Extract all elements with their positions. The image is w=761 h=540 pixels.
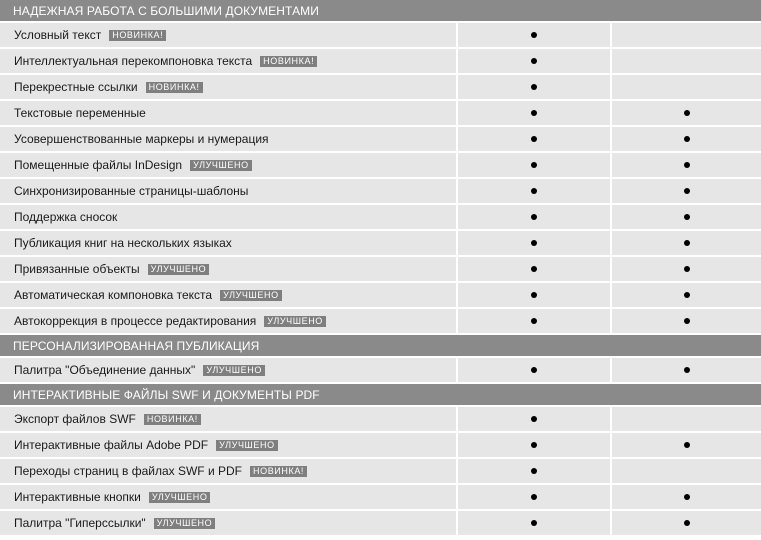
section-header: НАДЕЖНАЯ РАБОТА С БОЛЬШИМИ ДОКУМЕНТАМИ xyxy=(0,0,761,23)
table-row xyxy=(0,511,761,537)
indesign-cs4-cell xyxy=(458,407,610,431)
indesign-cs3-cell xyxy=(612,179,761,203)
status-badge: УЛУЧШЕНО xyxy=(190,160,252,171)
indesign-cs3-cell xyxy=(612,127,761,151)
bullet-check-icon xyxy=(684,367,690,373)
indesign-cs3-cell xyxy=(612,153,761,177)
table-row xyxy=(0,179,761,205)
feature-label: Поддержка сносок xyxy=(14,210,118,224)
bullet-check-icon xyxy=(531,84,537,90)
bullet-check-icon xyxy=(684,292,690,298)
bullet-check-icon xyxy=(684,214,690,220)
feature-label: Интерактивные файлы Adobe PDF xyxy=(14,438,209,452)
feature-cell xyxy=(0,101,456,125)
table-row xyxy=(0,358,761,384)
bullet-check-icon xyxy=(531,416,537,422)
bullet-check-icon xyxy=(684,188,690,194)
feature-label: Интеллектуальная перекомпоновка текста xyxy=(14,54,253,68)
feature-cell xyxy=(0,511,456,535)
bullet-check-icon xyxy=(531,214,537,220)
table-row xyxy=(0,127,761,153)
status-badge: УЛУЧШЕНО xyxy=(220,290,282,301)
indesign-cs4-cell xyxy=(458,433,610,457)
bullet-check-icon xyxy=(531,162,537,168)
status-badge: НОВИНКА! xyxy=(146,82,203,93)
feature-cell xyxy=(0,358,456,382)
feature-label: Палитра "Объединение данных" xyxy=(14,363,196,377)
status-badge: УЛУЧШЕНО xyxy=(154,518,216,529)
status-badge: НОВИНКА! xyxy=(260,56,317,67)
table-row xyxy=(0,485,761,511)
feature-cell xyxy=(0,49,456,73)
indesign-cs3-cell xyxy=(612,309,761,333)
bullet-check-icon xyxy=(684,162,690,168)
feature-label: Автокоррекция в процессе редактирования xyxy=(14,314,257,328)
indesign-cs3-cell xyxy=(612,101,761,125)
status-badge: УЛУЧШЕНО xyxy=(148,264,210,275)
indesign-cs4-cell xyxy=(458,231,610,255)
indesign-cs3-cell xyxy=(612,23,761,47)
table-row xyxy=(0,459,761,485)
feature-label: Привязанные объекты xyxy=(14,262,140,276)
table-row xyxy=(0,257,761,283)
indesign-cs4-cell xyxy=(458,23,610,47)
feature-cell xyxy=(0,257,456,281)
status-badge: НОВИНКА! xyxy=(250,466,307,477)
feature-cell xyxy=(0,485,456,509)
feature-label: Автоматическая компоновка текста xyxy=(14,288,213,302)
feature-cell xyxy=(0,283,456,307)
indesign-cs3-cell xyxy=(612,358,761,382)
bullet-check-icon xyxy=(531,266,537,272)
status-badge: НОВИНКА! xyxy=(144,414,201,425)
bullet-check-icon xyxy=(684,240,690,246)
indesign-cs4-cell xyxy=(458,101,610,125)
indesign-cs4-cell xyxy=(458,309,610,333)
section-header: ИНТЕРАКТИВНЫЕ ФАЙЛЫ SWF И ДОКУМЕНТЫ PDF xyxy=(0,384,761,407)
table-row xyxy=(0,205,761,231)
feature-label: Усовершенствованные маркеры и нумерация xyxy=(14,132,269,146)
feature-cell xyxy=(0,459,456,483)
table-row xyxy=(0,49,761,75)
bullet-check-icon xyxy=(684,318,690,324)
feature-cell xyxy=(0,309,456,333)
indesign-cs3-cell xyxy=(612,511,761,535)
indesign-cs4-cell xyxy=(458,459,610,483)
feature-label: Интерактивные кнопки xyxy=(14,490,141,504)
feature-cell xyxy=(0,75,456,99)
feature-cell xyxy=(0,205,456,229)
indesign-cs3-cell xyxy=(612,283,761,307)
feature-label: Перекрестные ссылки xyxy=(14,80,138,94)
feature-cell xyxy=(0,433,456,457)
indesign-cs4-cell xyxy=(458,257,610,281)
status-badge: УЛУЧШЕНО xyxy=(264,316,326,327)
status-badge: НОВИНКА! xyxy=(109,30,166,41)
bullet-check-icon xyxy=(684,520,690,526)
feature-cell xyxy=(0,231,456,255)
feature-label: Текстовые переменные xyxy=(14,106,146,120)
bullet-check-icon xyxy=(684,494,690,500)
indesign-cs4-cell xyxy=(458,511,610,535)
indesign-cs3-cell xyxy=(612,49,761,73)
indesign-cs3-cell xyxy=(612,407,761,431)
feature-cell xyxy=(0,407,456,431)
indesign-cs3-cell xyxy=(612,231,761,255)
indesign-cs3-cell xyxy=(612,75,761,99)
feature-label: Переходы страниц в файлах SWF и PDF xyxy=(14,464,242,478)
indesign-cs4-cell xyxy=(458,283,610,307)
status-badge: УЛУЧШЕНО xyxy=(216,440,278,451)
bullet-check-icon xyxy=(531,442,537,448)
indesign-cs4-cell xyxy=(458,153,610,177)
bullet-check-icon xyxy=(531,32,537,38)
table-row xyxy=(0,75,761,101)
indesign-cs4-cell xyxy=(458,49,610,73)
bullet-check-icon xyxy=(531,292,537,298)
indesign-cs4-cell xyxy=(458,358,610,382)
bullet-check-icon xyxy=(531,188,537,194)
indesign-cs3-cell xyxy=(612,433,761,457)
table-row xyxy=(0,407,761,433)
indesign-cs4-cell xyxy=(458,205,610,229)
section-header: ПЕРСОНАЛИЗИРОВАННАЯ ПУБЛИКАЦИЯ xyxy=(0,335,761,358)
feature-cell xyxy=(0,153,456,177)
bullet-check-icon xyxy=(531,367,537,373)
table-row xyxy=(0,23,761,49)
bullet-check-icon xyxy=(684,110,690,116)
bullet-check-icon xyxy=(531,240,537,246)
feature-cell xyxy=(0,179,456,203)
table-row xyxy=(0,283,761,309)
feature-label: Помещенные файлы InDesign xyxy=(14,158,183,172)
bullet-check-icon xyxy=(684,442,690,448)
feature-label: Палитра "Гиперссылки" xyxy=(14,516,146,530)
bullet-check-icon xyxy=(531,494,537,500)
bullet-check-icon xyxy=(531,136,537,142)
feature-cell xyxy=(0,23,456,47)
bullet-check-icon xyxy=(531,318,537,324)
indesign-cs3-cell xyxy=(612,459,761,483)
bullet-check-icon xyxy=(684,266,690,272)
feature-cell xyxy=(0,127,456,151)
bullet-check-icon xyxy=(531,110,537,116)
bullet-check-icon xyxy=(531,520,537,526)
feature-label: Публикация книг на нескольких языках xyxy=(14,236,232,250)
indesign-cs4-cell xyxy=(458,75,610,99)
status-badge: УЛУЧШЕНО xyxy=(149,492,211,503)
bullet-check-icon xyxy=(684,136,690,142)
indesign-cs3-cell xyxy=(612,485,761,509)
bullet-check-icon xyxy=(531,58,537,64)
indesign-cs4-cell xyxy=(458,485,610,509)
table-row xyxy=(0,309,761,335)
indesign-cs4-cell xyxy=(458,127,610,151)
table-row xyxy=(0,231,761,257)
table-row xyxy=(0,433,761,459)
feature-label: Условный текст xyxy=(14,28,102,42)
feature-label: Синхронизированные страницы-шаблоны xyxy=(14,184,249,198)
indesign-cs3-cell xyxy=(612,205,761,229)
table-row xyxy=(0,101,761,127)
bullet-check-icon xyxy=(531,468,537,474)
feature-label: Экспорт файлов SWF xyxy=(14,412,136,426)
table-row xyxy=(0,153,761,179)
indesign-cs3-cell xyxy=(612,257,761,281)
indesign-cs4-cell xyxy=(458,179,610,203)
status-badge: УЛУЧШЕНО xyxy=(203,365,265,376)
